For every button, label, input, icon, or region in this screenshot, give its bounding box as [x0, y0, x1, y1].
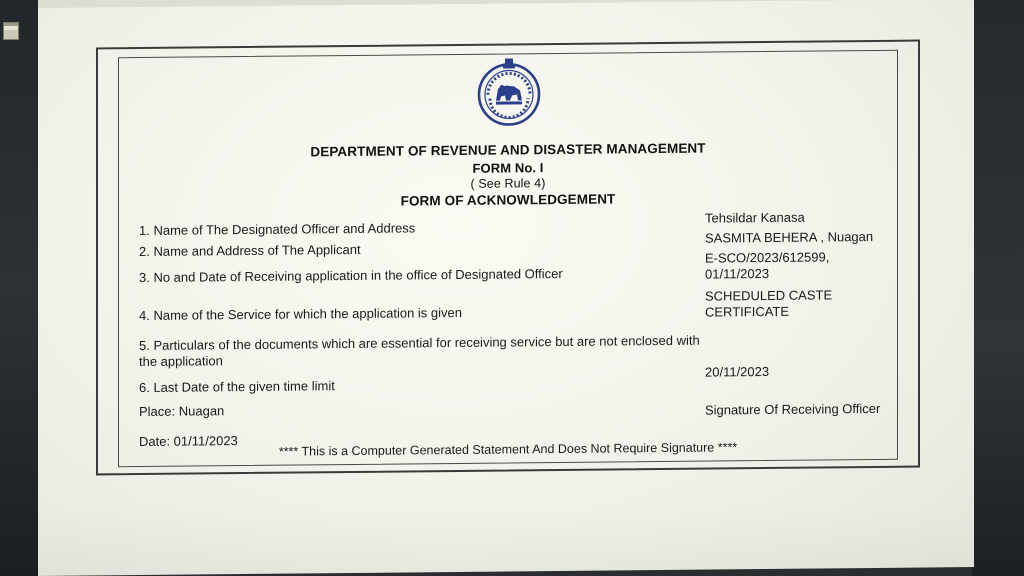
monitor-right-bezel [972, 0, 1024, 576]
screen-top-strip [38, 0, 974, 8]
signature-label: Signature Of Receiving Officer [705, 400, 881, 418]
bottom-shading [38, 506, 974, 576]
department-heading: DEPARTMENT OF REVENUE AND DISASTER MANAGEMENT [310, 140, 706, 160]
field-label-designated-officer: 1. Name of The Designated Officer and Address [139, 220, 416, 239]
field-label-last-date: 6. Last Date of the given time limit [139, 378, 335, 396]
document-icon[interactable] [3, 22, 19, 40]
form-title: FORM OF ACKNOWLEDGEMENT [400, 191, 616, 209]
date: Date: 01/11/2023 [139, 433, 238, 450]
field-label-application-number: 3. No and Date of Receiving application in the office of Designated Officer [139, 265, 563, 286]
monitor-left-bezel [0, 0, 40, 576]
form-number: FORM No. I [472, 160, 544, 176]
rule-reference: ( See Rule 4) [470, 176, 546, 191]
field-value-missing-documents [705, 333, 895, 335]
field-label-missing-documents: 5. Particulars of the documents which are essential for receiving service but are not enclosed with the application [139, 332, 700, 370]
computer-generated-note: **** This is a Computer Generated Statement And Does Not Require Signature **** [278, 440, 738, 459]
field-label-applicant: 2. Name and Address of The Applicant [139, 241, 361, 260]
field-value-service-name: SCHEDULED CASTE CERTIFICATE [705, 287, 833, 320]
place: Place: Nuagan [139, 403, 225, 420]
state-emblem-seal-icon [476, 54, 542, 129]
field-value-last-date: 20/11/2023 [705, 363, 770, 380]
field-label-service-name: 4. Name of the Service for which the application is given [139, 304, 463, 324]
acknowledgement-form-outer-border [96, 40, 920, 476]
screen-area [38, 0, 974, 576]
field-value-designated-officer: Tehsildar Kanasa [705, 209, 805, 226]
field-value-application-number: E-SCO/2023/612599, 01/11/2023 [705, 249, 830, 282]
field-value-applicant: SASMITA BEHERA , Nuagan [705, 228, 874, 246]
acknowledgement-form [118, 50, 898, 467]
